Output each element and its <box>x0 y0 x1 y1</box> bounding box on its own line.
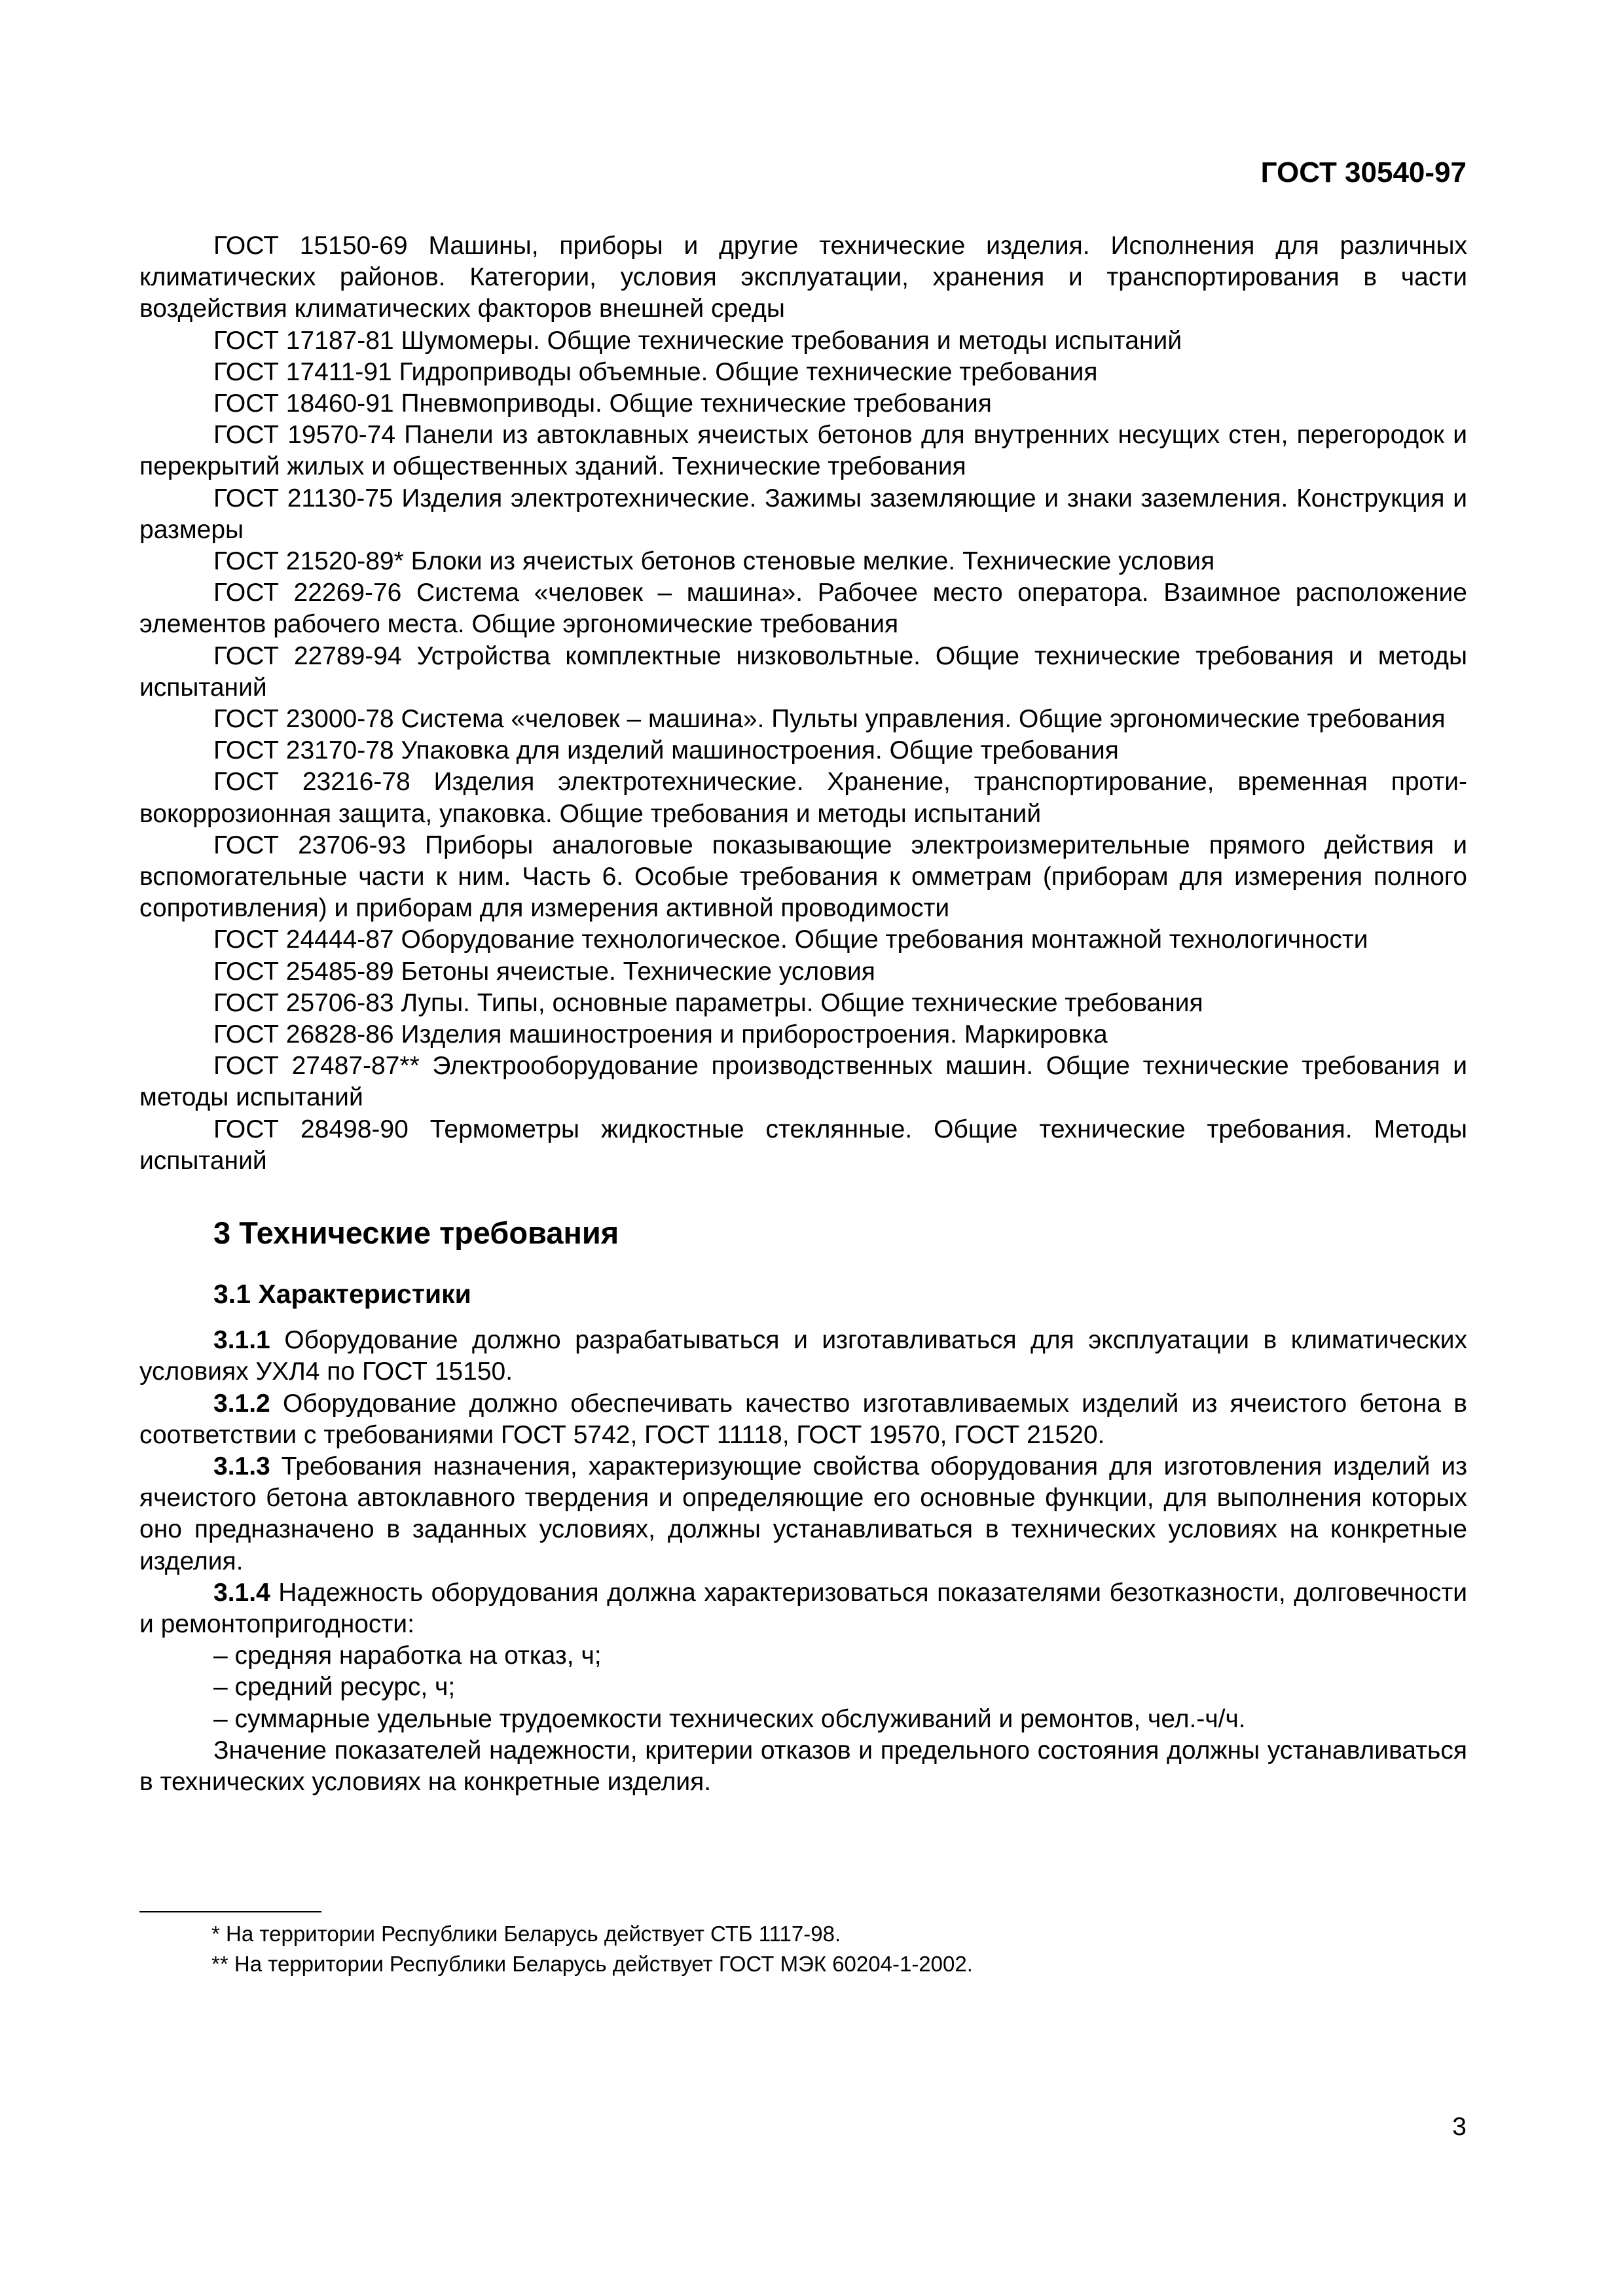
footnote <box>139 1949 1467 1979</box>
clause-number: 3.1.4 <box>213 1578 270 1607</box>
reference-item: ГОСТ 26828-86 Изделия машиностроения и приборостроения. Маркировка <box>213 1020 1108 1049</box>
footnote-mark: * <box>211 1922 220 1946</box>
page-number: 3 <box>1452 2113 1467 2141</box>
footnote-divider <box>139 1911 321 1912</box>
list-item: – средняя наработка на отказ, ч; <box>213 1641 602 1670</box>
reference-item: ГОСТ 22789-94 Устройства комплектные низковольтные. Общие технические требования и методы испытаний <box>139 641 1467 702</box>
requirement-paragraph <box>139 1325 1467 1388</box>
reference-item: ГОСТ 23000-78 Система «человек – машина». Пульты управления. Общие эргономические требования <box>213 705 1446 734</box>
page-body <box>139 230 1467 1798</box>
subsection-title: 3.1 Характеристики <box>213 1279 471 1310</box>
clause-text: Надежность оборудования должна характеризоваться показателями безотказности, долговечности и ремонтопригодности: <box>139 1578 1467 1638</box>
reference-item: ГОСТ 21520-89* Блоки из ячеистых бетонов стеновые мелкие. Технические условия <box>213 547 1215 576</box>
requirement-paragraph <box>139 1451 1467 1577</box>
reference-item: ГОСТ 28498-90 Термометры жидкостные стеклянные. Общие технические требования. Методы испытаний <box>139 1115 1467 1175</box>
reference-item: ГОСТ 23706-93 Приборы аналоговые показывающие электроизмерительные прямого действия и вспомогательные части к ним. Часть 6. Особые требования к омметрам (приборам для измерения полного сопротивления) и приборам для измерения активной проводимости <box>139 831 1467 923</box>
reference-item: ГОСТ 18460-91 Пневмоприводы. Общие технические требования <box>213 389 992 418</box>
requirement-paragraph <box>139 1388 1467 1451</box>
footnote-text: На территории Республики Беларусь действует ГОСТ МЭК 60204-1-2002. <box>228 1952 973 1976</box>
clause-text: Требования назначения, характеризующие свойства оборудования для изготовления изделий из ячеистого бетона автоклавного твердения и определяющие его основные функции, для выполнения которых оно предназначено в заданных условиях, должны устанавливаться в технических условиях на конкретные изделия. <box>139 1452 1467 1575</box>
reference-item: ГОСТ 23216-78 Изделия электротехнические. Хранение, транспортирование, временная противокоррозионная защита, упаковка. Общие требования и методы испытаний <box>139 768 1467 828</box>
footnote <box>139 1919 1467 1949</box>
reference-item: ГОСТ 27487-87** Электрооборудование производственных машин. Общие технические требования и методы испытаний <box>139 1052 1467 1112</box>
reference-item: ГОСТ 25485-89 Бетоны ячеистые. Технические условия <box>213 957 875 986</box>
reference-item: ГОСТ 19570-74 Панели из автоклавных ячеистых бетонов для внутренних несущих стен, перегородок и перекрытий жилых и общественных зданий. Технические требования <box>139 421 1467 481</box>
reference-list <box>139 230 1467 1177</box>
list-item: – средний ресурс, ч; <box>213 1673 456 1702</box>
reference-item: ГОСТ 23170-78 Упаковка для изделий машиностроения. Общие требования <box>213 736 1119 765</box>
closing-paragraph: Значение показателей надежности, критерии отказов и предельного состояния должны устанавливаться в технических условиях на конкретные изделия. <box>139 1736 1467 1796</box>
clause-text: Оборудование должно разрабатываться и изготавливаться для эксплуатации в климатических условиях УХЛ4 по ГОСТ 15150. <box>139 1326 1467 1386</box>
clause-number: 3.1.2 <box>213 1389 270 1418</box>
clause-text: Оборудование должно обеспечивать качество изготавливаемых изделий из ячеистого бетона в соответствии с требованиями ГОСТ 5742, ГОСТ 11118, ГОСТ 19570, ГОСТ 21520. <box>139 1389 1467 1449</box>
footnote-mark: ** <box>211 1952 228 1976</box>
clause-number: 3.1.1 <box>213 1326 270 1355</box>
reference-item: ГОСТ 22269-76 Система «человек – машина». Рабочее место оператора. Взаимное расположение элементов рабочего места. Общие эргономические требования <box>139 579 1467 639</box>
list-item: – суммарные удельные трудоемкости технических обслуживаний и ремонтов, чел.-ч/ч. <box>213 1704 1246 1733</box>
reference-item: ГОСТ 17187-81 Шумомеры. Общие технические требования и методы испытаний <box>213 326 1182 355</box>
footnotes <box>139 1919 1467 1979</box>
document-code: ГОСТ 30540-97 <box>1260 156 1467 188</box>
reference-item: ГОСТ 17411-91 Гидроприводы объемные. Общие технические требования <box>213 357 1098 386</box>
section-title: 3 Технические требования <box>213 1215 619 1251</box>
clause-number: 3.1.3 <box>213 1452 270 1480</box>
reference-item: ГОСТ 15150-69 Машины, приборы и другие технические изделия. Исполнения для различных климатических районов. Категории, условия эксплуатации, хранения и транспортирования в части воздействия климатических факторов внешней среды <box>139 232 1467 323</box>
reference-item: ГОСТ 25706-83 Лупы. Типы, основные параметры. Общие технические требования <box>213 988 1203 1017</box>
requirement-paragraph <box>139 1577 1467 1640</box>
reference-item: ГОСТ 24444-87 Оборудование технологическое. Общие требования монтажной технологичности <box>213 925 1368 954</box>
reference-item: ГОСТ 21130-75 Изделия электротехнические. Зажимы заземляющие и знаки заземления. Конструкция и размеры <box>139 484 1467 544</box>
footnote-text: На территории Республики Беларусь действует СТБ 1117-98. <box>219 1922 841 1946</box>
